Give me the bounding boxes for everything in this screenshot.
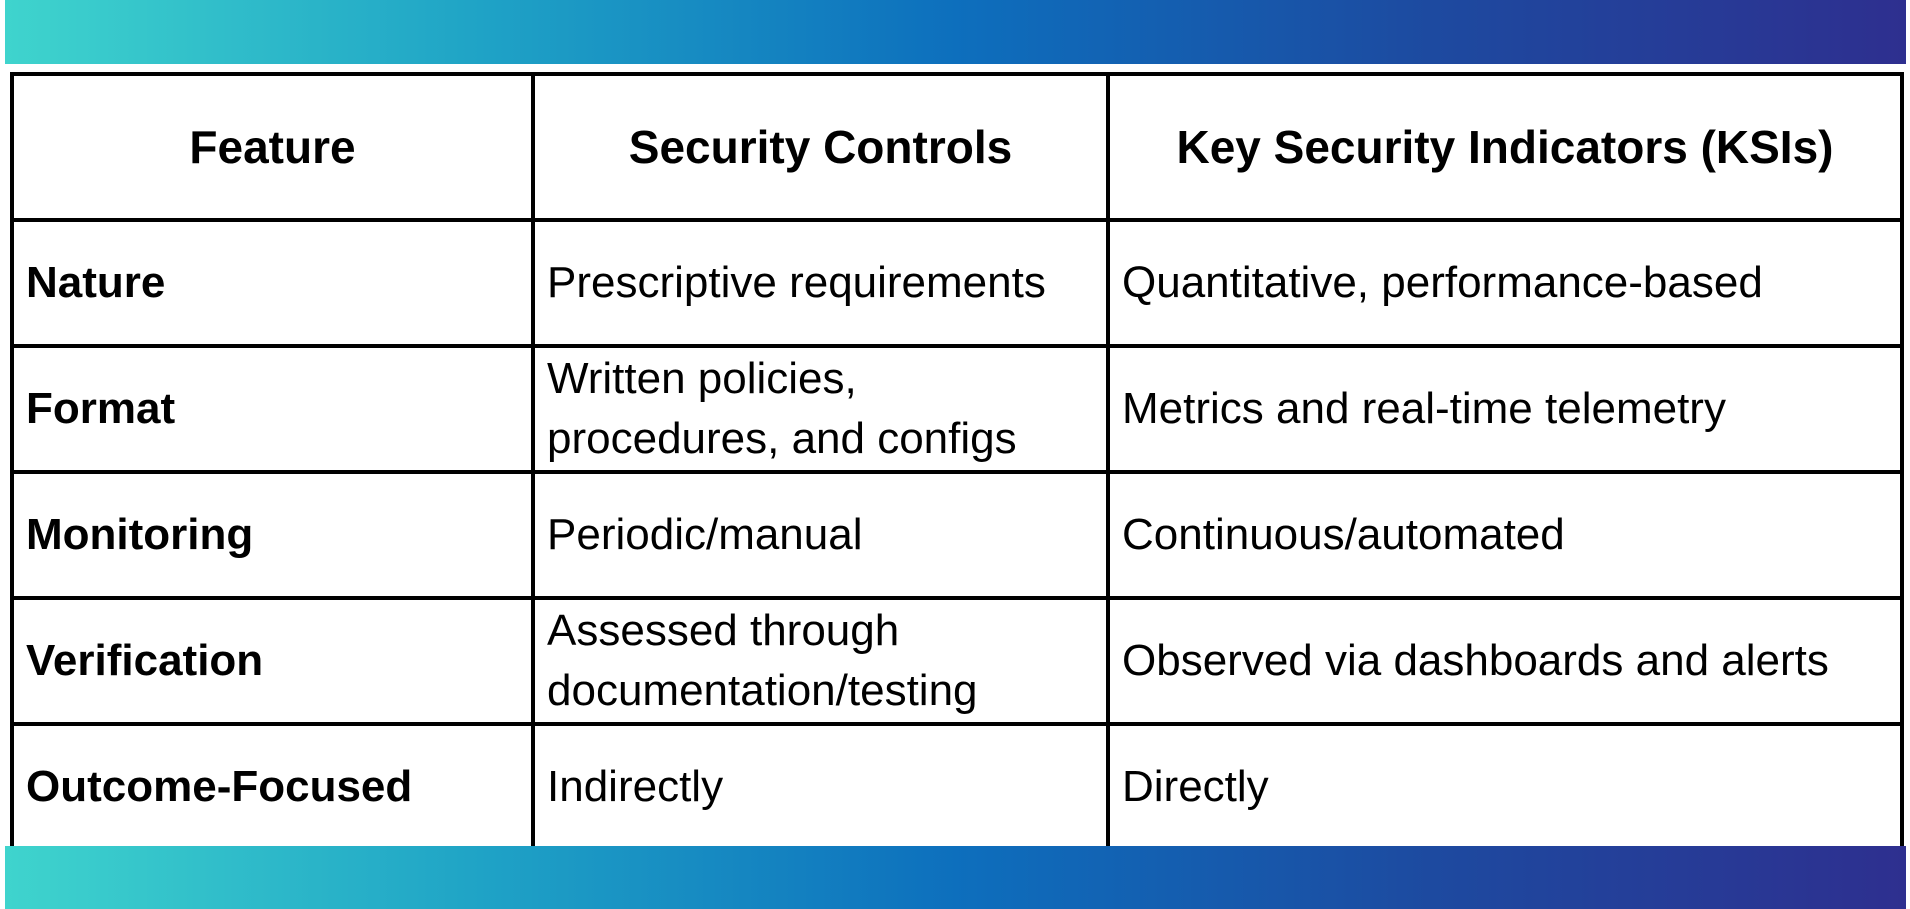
table-row	[12, 346, 1902, 472]
header-feature: Feature	[12, 74, 533, 220]
security-controls-cell: Written policies, procedures, and configs	[533, 346, 1108, 472]
ksi-cell: Quantitative, performance-based	[1108, 220, 1902, 346]
feature-cell: Format	[12, 346, 533, 472]
feature-cell: Nature	[12, 220, 533, 346]
security-controls-cell: Indirectly	[533, 724, 1108, 850]
header-ksis: Key Security Indicators (KSIs)	[1108, 74, 1902, 220]
feature-cell: Outcome-Focused	[12, 724, 533, 850]
bottom-gradient-band	[5, 846, 1906, 909]
ksi-cell: Directly	[1108, 724, 1902, 850]
feature-cell: Verification	[12, 598, 533, 724]
table-row	[12, 472, 1902, 598]
ksi-cell: Observed via dashboards and alerts	[1108, 598, 1902, 724]
header-security-controls: Security Controls	[533, 74, 1108, 220]
ksi-cell: Continuous/automated	[1108, 472, 1902, 598]
feature-cell: Monitoring	[12, 472, 533, 598]
top-gradient-band	[5, 0, 1906, 64]
table-row	[12, 220, 1902, 346]
security-controls-cell: Assessed through documentation/testing	[533, 598, 1108, 724]
security-controls-cell: Prescriptive requirements	[533, 220, 1108, 346]
security-controls-cell: Periodic/manual	[533, 472, 1108, 598]
comparison-table	[10, 72, 1904, 852]
ksi-cell: Metrics and real-time telemetry	[1108, 346, 1902, 472]
table-row	[12, 598, 1902, 724]
header-row	[12, 74, 1902, 220]
table-row	[12, 724, 1902, 850]
